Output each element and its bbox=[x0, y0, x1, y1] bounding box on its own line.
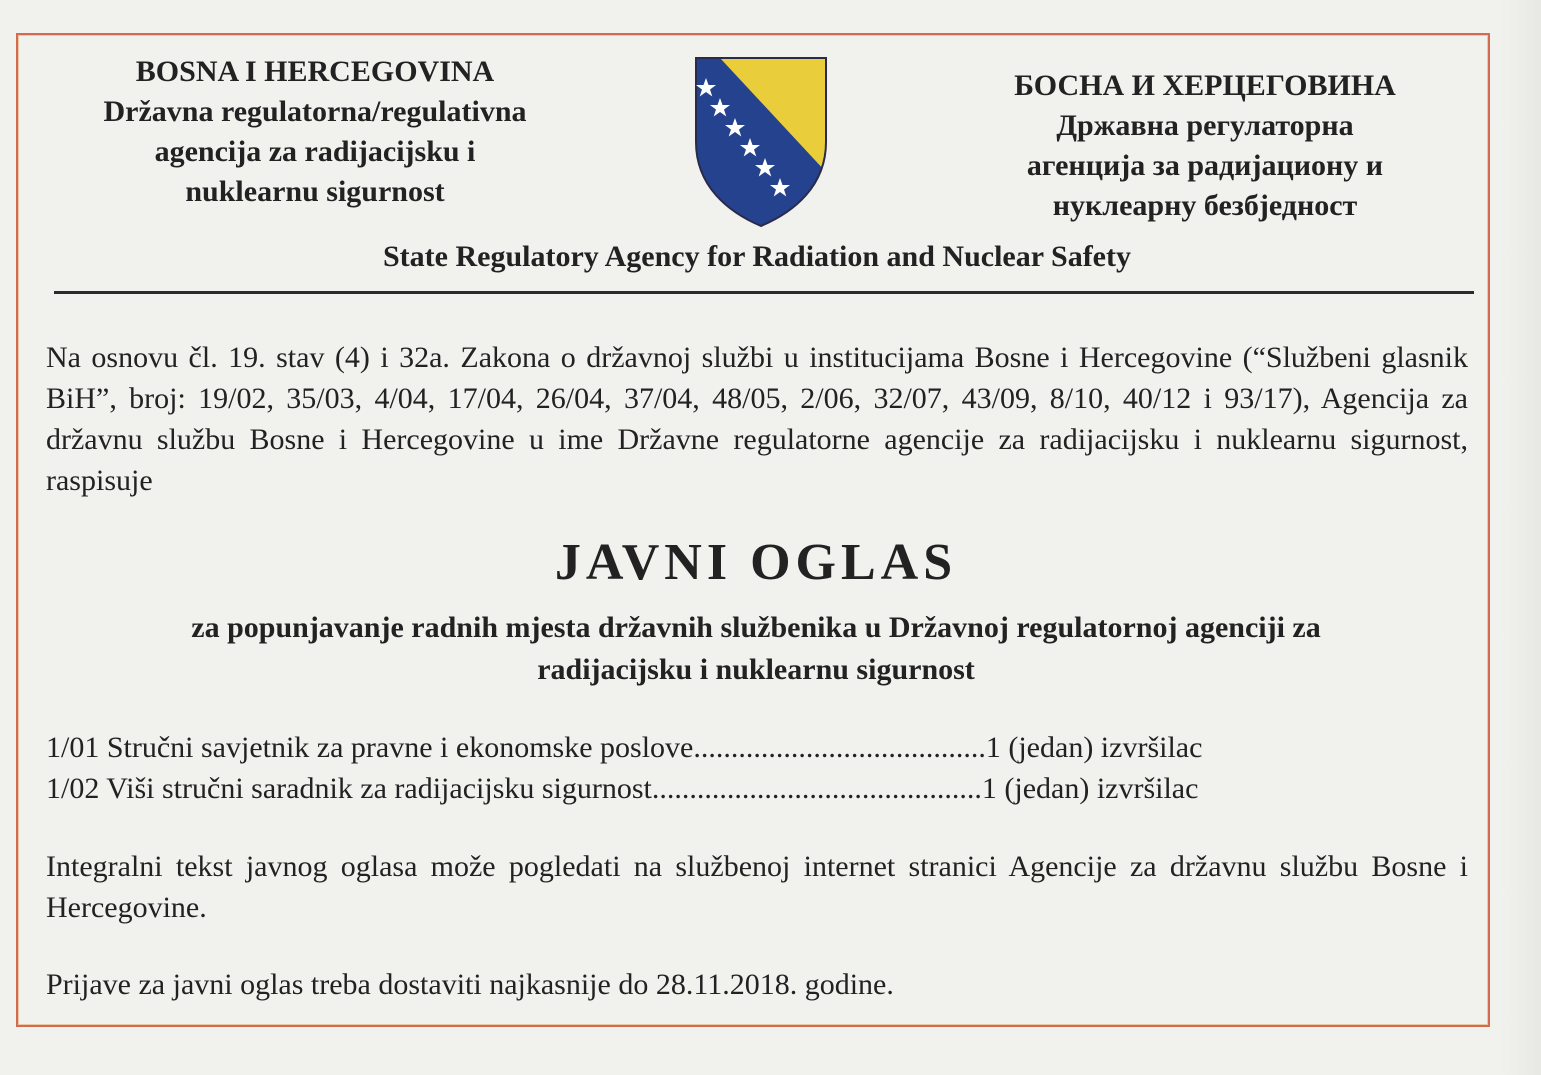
agency-name-latin-line: Državna regulatorna/regulativna bbox=[103, 95, 527, 128]
notice-paragraph: Integralni tekst javnog oglasa može pogledati na službenoj internet stranici Agencije za državnu službu Bosne i Hercegovine. bbox=[46, 850, 1468, 924]
subtitle-line: za popunjavanje radnih mjesta državnih službenika u Državnoj regulatornoj agenciji za bbox=[191, 611, 1321, 644]
subtitle-line: radijacijsku i nuklearnu sigurnost bbox=[537, 653, 975, 686]
notice-subtitle bbox=[100, 607, 1412, 691]
position-item: 1/01 Stručni savjetnik za pravne i ekonomske poslove.......................................1 (jedan) izvršilac bbox=[46, 731, 1203, 764]
agency-name-cyrillic-line: агенција за радијациону и bbox=[1026, 149, 1384, 182]
country-name-latin: BOSNA I HERCEGOVINA bbox=[135, 55, 495, 88]
coat-of-arms-icon bbox=[690, 54, 832, 230]
header-cyrillic bbox=[975, 66, 1435, 226]
agency-name-latin-line: nuklearnu sigurnost bbox=[185, 175, 445, 208]
agency-name-english: State Regulatory Agency for Radiation and Nuclear Safety bbox=[382, 240, 1131, 273]
country-name-cyrillic: БОСНА И ХЕРЦЕГОВИНА bbox=[1014, 69, 1396, 102]
agency-name-cyrillic-line: Државна регулаторна bbox=[1056, 109, 1354, 142]
notice-title: JAVNI OGLAS bbox=[554, 534, 958, 591]
agency-name-latin-line: agencija za radijacijsku i bbox=[154, 135, 476, 168]
agency-name-cyrillic-line: нуклеарну безбједност bbox=[1052, 189, 1358, 222]
position-item: 1/02 Viši stručni saradnik za radijacijsku sigurnost............................................1 (jedan) izvršilac bbox=[46, 772, 1199, 805]
header-latin bbox=[70, 52, 560, 212]
deadline-paragraph: Prijave za javni oglas treba dostaviti najkasnije do 28.11.2018. godine. bbox=[46, 968, 894, 1001]
intro-paragraph: Na osnovu čl. 19. stav (4) i 32a. Zakona o državnoj službi u institucijama Bosne i Hercegovine (“Službeni glasnik BiH”, broj: 19/02, 35/03, 4/04, 17/04, 26/04, 37/04, 48/05, 2/06, 32/07, 43/09, 8/10, 40/12 i 93/17), Agencija za državnu službu Bosne i Hercegovine u ime Državne regulatorne agencije za radijacijsku i nuklearnu sigurnost, raspisuje bbox=[46, 341, 1468, 497]
positions-list bbox=[46, 727, 1346, 809]
header-divider bbox=[54, 291, 1474, 294]
